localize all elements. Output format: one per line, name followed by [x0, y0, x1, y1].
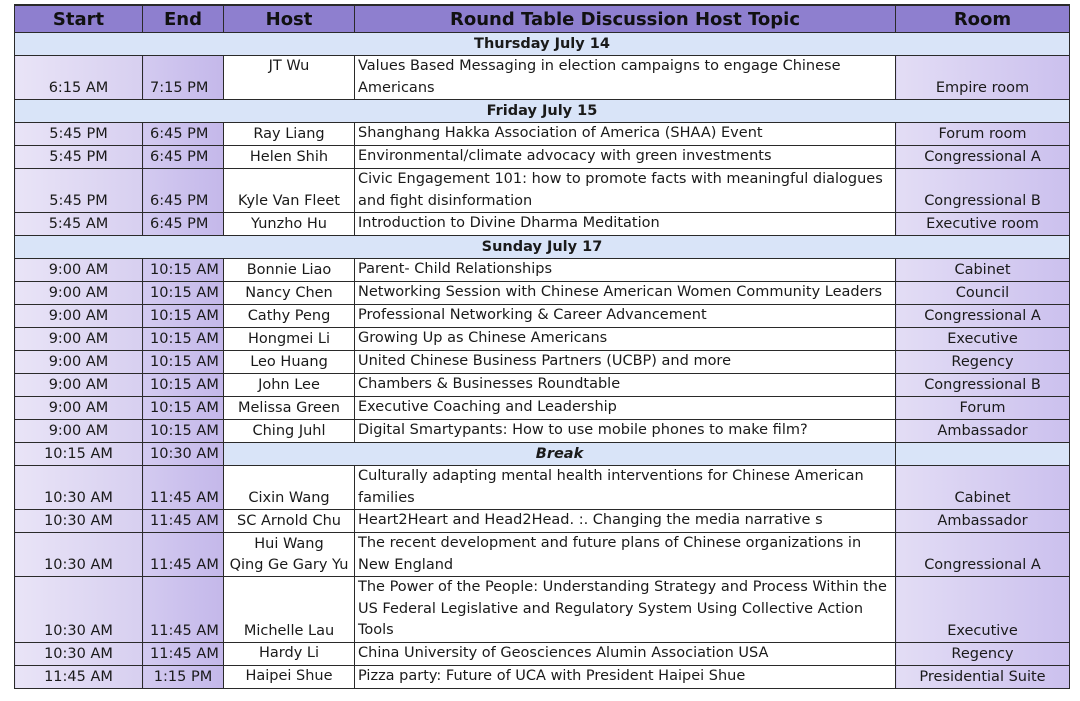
start-time: 5:45 PM: [15, 146, 143, 169]
start-time: 9:00 AM: [15, 305, 143, 328]
start-time: 11:45 AM: [15, 665, 143, 688]
end-time: 10:15 AM: [143, 351, 224, 374]
start-time: 9:00 AM: [15, 328, 143, 351]
host-name: John Lee: [224, 374, 355, 397]
day-label: Thursday July 14: [15, 33, 1070, 56]
room: Forum: [896, 397, 1070, 420]
table-row: [15, 146, 1070, 169]
start-time: 9:00 AM: [15, 259, 143, 282]
end-time: 6:45 PM: [143, 146, 224, 169]
col-start: Start: [15, 5, 143, 33]
host-name: Leo Huang: [224, 351, 355, 374]
table-row: [15, 351, 1070, 374]
end-time: 10:15 AM: [143, 282, 224, 305]
host-name: Cixin Wang: [224, 466, 355, 510]
room: Ambassador: [896, 420, 1070, 443]
host-name: Helen Shih: [224, 146, 355, 169]
table-row: [15, 642, 1070, 665]
start-time: 10:30 AM: [15, 577, 143, 643]
end-time: 1:15 PM: [143, 665, 224, 688]
topic: Chambers & Businesses Roundtable: [355, 374, 896, 397]
room: Council: [896, 282, 1070, 305]
start-time: 10:30 AM: [15, 642, 143, 665]
room: Congressional A: [896, 305, 1070, 328]
end-time: 6:45 PM: [143, 213, 224, 236]
col-room: Room: [896, 5, 1070, 33]
col-host: Host: [224, 5, 355, 33]
table-row: [15, 420, 1070, 443]
host-name: Bonnie Liao: [224, 259, 355, 282]
end-time: 10:15 AM: [143, 259, 224, 282]
room: Executive: [896, 577, 1070, 643]
table-row: [15, 374, 1070, 397]
end-time: 11:45 AM: [143, 510, 224, 533]
host-name: Cathy Peng: [224, 305, 355, 328]
start-time: 5:45 PM: [15, 123, 143, 146]
end-time: 10:15 AM: [143, 420, 224, 443]
room: Congressional A: [896, 533, 1070, 577]
end-time: 10:15 AM: [143, 374, 224, 397]
start-time: 9:00 AM: [15, 397, 143, 420]
start-time: 9:00 AM: [15, 282, 143, 305]
start-time: 5:45 AM: [15, 213, 143, 236]
table-row: [15, 328, 1070, 351]
end-time: 11:45 AM: [143, 642, 224, 665]
host-names: [224, 533, 355, 577]
room: Cabinet: [896, 259, 1070, 282]
host-name: Hardy Li: [224, 642, 355, 665]
topic: Values Based Messaging in election campaigns to engage Chinese Americans: [355, 56, 896, 100]
break-room: [896, 443, 1070, 466]
room: Empire room: [896, 56, 1070, 100]
room: Executive room: [896, 213, 1070, 236]
topic: China University of Geosciences Alumin Association USA: [355, 642, 896, 665]
schedule-table: [14, 4, 1070, 689]
day-row-sunday: [15, 236, 1070, 259]
topic: United Chinese Business Partners (UCBP) and more: [355, 351, 896, 374]
end-time: 10:15 AM: [143, 328, 224, 351]
room: Congressional B: [896, 169, 1070, 213]
room: Presidential Suite: [896, 665, 1070, 688]
host-name: Haipei Shue: [224, 665, 355, 688]
table-row: [15, 397, 1070, 420]
room: Regency: [896, 351, 1070, 374]
room: Congressional B: [896, 374, 1070, 397]
col-end: End: [143, 5, 224, 33]
topic: Environmental/climate advocacy with green investments: [355, 146, 896, 169]
table-row: [15, 56, 1070, 100]
room: Regency: [896, 642, 1070, 665]
header-row: [15, 5, 1070, 33]
topic: Introduction to Divine Dharma Meditation: [355, 213, 896, 236]
end-time: 10:30 AM: [143, 443, 224, 466]
host-name: Melissa Green: [224, 397, 355, 420]
day-row-thursday: [15, 33, 1070, 56]
host-name: Kyle Van Fleet: [224, 169, 355, 213]
topic: Growing Up as Chinese Americans: [355, 328, 896, 351]
room: Executive: [896, 328, 1070, 351]
start-time: 9:00 AM: [15, 351, 143, 374]
table-row: [15, 577, 1070, 643]
topic: Executive Coaching and Leadership: [355, 397, 896, 420]
room: Congressional A: [896, 146, 1070, 169]
start-time: 10:30 AM: [15, 533, 143, 577]
topic: Civic Engagement 101: how to promote facts with meaningful dialogues and fight disinformation: [355, 169, 896, 213]
end-time: 7:15 PM: [143, 56, 224, 100]
start-time: 5:45 PM: [15, 169, 143, 213]
end-time: 10:15 AM: [143, 305, 224, 328]
end-time: 11:45 AM: [143, 577, 224, 643]
table-row: [15, 533, 1070, 577]
host-name: SC Arnold Chu: [224, 510, 355, 533]
end-time: 6:45 PM: [143, 169, 224, 213]
host-name: Ching Juhl: [224, 420, 355, 443]
end-time: 6:45 PM: [143, 123, 224, 146]
day-row-friday: [15, 100, 1070, 123]
break-label: Break: [224, 443, 896, 466]
room: Forum room: [896, 123, 1070, 146]
table-row: [15, 123, 1070, 146]
host-name: Nancy Chen: [224, 282, 355, 305]
topic: The Power of the People: Understanding Strategy and Process Within the US Federal Legislative and Regulatory System Using Collective Action Tools: [355, 577, 896, 643]
start-time: 10:30 AM: [15, 466, 143, 510]
start-time: 6:15 AM: [15, 56, 143, 100]
end-time: 10:15 AM: [143, 397, 224, 420]
start-time: 9:00 AM: [15, 420, 143, 443]
topic: Professional Networking & Career Advancement: [355, 305, 896, 328]
end-time: 11:45 AM: [143, 533, 224, 577]
topic: Networking Session with Chinese American Women Community Leaders: [355, 282, 896, 305]
host-name: Michelle Lau: [224, 577, 355, 643]
room: Cabinet: [896, 466, 1070, 510]
end-time: 11:45 AM: [143, 466, 224, 510]
day-label: Friday July 15: [15, 100, 1070, 123]
table-row: [15, 665, 1070, 688]
topic: Heart2Heart and Head2Head. :. Changing the media narrative s: [355, 510, 896, 533]
room: Ambassador: [896, 510, 1070, 533]
host-name-2: Qing Ge Gary Yu: [229, 556, 349, 573]
topic: Digital Smartypants: How to use mobile phones to make film?: [355, 420, 896, 443]
topic: Shanghang Hakka Association of America (SHAA) Event: [355, 123, 896, 146]
host-name: Ray Liang: [224, 123, 355, 146]
host-name: JT Wu: [224, 56, 355, 100]
host-name: Hui Wang: [254, 535, 324, 552]
host-name: Hongmei Li: [224, 328, 355, 351]
col-topic: Round Table Discussion Host Topic: [355, 5, 896, 33]
table-row: [15, 305, 1070, 328]
table-row: [15, 282, 1070, 305]
table-row: [15, 259, 1070, 282]
start-time: 10:15 AM: [15, 443, 143, 466]
table-row: [15, 466, 1070, 510]
host-name: Yunzho Hu: [224, 213, 355, 236]
table-row: [15, 213, 1070, 236]
start-time: 10:30 AM: [15, 510, 143, 533]
topic: Parent- Child Relationships: [355, 259, 896, 282]
start-time: 9:00 AM: [15, 374, 143, 397]
table-row: [15, 169, 1070, 213]
topic: Pizza party: Future of UCA with President Haipei Shue: [355, 665, 896, 688]
break-row: [15, 443, 1070, 466]
topic: Culturally adapting mental health interventions for Chinese American families: [355, 466, 896, 510]
day-label: Sunday July 17: [15, 236, 1070, 259]
table-row: [15, 510, 1070, 533]
topic: The recent development and future plans of Chinese organizations in New England: [355, 533, 896, 577]
